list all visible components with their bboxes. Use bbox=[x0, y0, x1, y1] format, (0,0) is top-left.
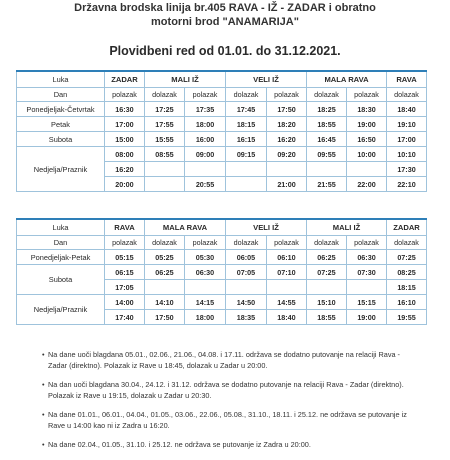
table-cell: 06:30 bbox=[185, 265, 226, 280]
table-cell: 17:55 bbox=[145, 117, 185, 132]
table-cell: 09:55 bbox=[307, 147, 347, 162]
table-cell: dolazak bbox=[226, 236, 267, 250]
table-cell: 16:00 bbox=[185, 132, 226, 147]
table-cell: dolazak bbox=[307, 236, 347, 250]
table-cell: 08:00 bbox=[105, 147, 145, 162]
table-cell: 07:10 bbox=[267, 265, 307, 280]
table-cell bbox=[145, 162, 185, 177]
table-cell: 19:00 bbox=[347, 310, 387, 325]
table-cell bbox=[145, 177, 185, 192]
list-item bbox=[42, 350, 420, 371]
table-header-row bbox=[17, 71, 427, 88]
table-cell: 19:10 bbox=[387, 117, 427, 132]
row-label: Ponedjeljak-Četvrtak bbox=[17, 102, 105, 117]
table-cell: 21:00 bbox=[267, 177, 307, 192]
table-cell: 17:00 bbox=[105, 117, 145, 132]
table-cell: 17:50 bbox=[145, 310, 185, 325]
list-item bbox=[42, 440, 420, 451]
table-cell: 17:05 bbox=[105, 280, 145, 295]
row-label: Dan bbox=[17, 88, 105, 102]
table-cell: 18:20 bbox=[267, 117, 307, 132]
table-cell: 18:15 bbox=[387, 280, 427, 295]
table-cell bbox=[226, 162, 267, 177]
table-cell: dolazak bbox=[387, 236, 427, 250]
row-label: Dan bbox=[17, 236, 105, 250]
column-header: MALA RAVA bbox=[307, 71, 387, 88]
table-cell bbox=[185, 280, 226, 295]
table-cell: 16:50 bbox=[347, 132, 387, 147]
table-cell bbox=[185, 162, 226, 177]
table-cell: 06:15 bbox=[105, 265, 145, 280]
table-cell: 14:55 bbox=[267, 295, 307, 310]
table-cell bbox=[226, 177, 267, 192]
table-cell bbox=[267, 280, 307, 295]
table-cell: polazak bbox=[347, 236, 387, 250]
table-cell: 06:25 bbox=[145, 265, 185, 280]
table-cell: 14:15 bbox=[185, 295, 226, 310]
row-label: Petak bbox=[17, 117, 105, 132]
table-cell: 08:25 bbox=[387, 265, 427, 280]
table-cell: 06:10 bbox=[267, 250, 307, 265]
row-label: Subota bbox=[17, 132, 105, 147]
table-cell: 18:40 bbox=[267, 310, 307, 325]
table-cell: 18:15 bbox=[226, 117, 267, 132]
table-cell: 20:55 bbox=[185, 177, 226, 192]
table-cell bbox=[226, 280, 267, 295]
table-cell: 16:15 bbox=[226, 132, 267, 147]
table-cell: 06:25 bbox=[307, 250, 347, 265]
table-cell: 17:30 bbox=[387, 162, 427, 177]
table-cell: polazak bbox=[185, 88, 226, 102]
table-cell: 16:20 bbox=[267, 132, 307, 147]
table-row bbox=[17, 295, 427, 310]
table-cell: 17:45 bbox=[226, 102, 267, 117]
table-cell bbox=[347, 280, 387, 295]
table-cell: dolazak bbox=[387, 88, 427, 102]
table-cell: 09:20 bbox=[267, 147, 307, 162]
table-cell bbox=[145, 280, 185, 295]
table-cell: 15:15 bbox=[347, 295, 387, 310]
table-cell: 17:25 bbox=[145, 102, 185, 117]
row-label: Subota bbox=[17, 265, 105, 295]
table-cell: dolazak bbox=[307, 88, 347, 102]
table-cell bbox=[307, 280, 347, 295]
timetable-zadar-rava bbox=[16, 70, 427, 192]
table-row bbox=[17, 147, 427, 162]
table-cell: 18:40 bbox=[387, 102, 427, 117]
table-cell: polazak bbox=[347, 88, 387, 102]
row-label: Ponedjeljak-Petak bbox=[17, 250, 105, 265]
table-cell: 18:00 bbox=[185, 310, 226, 325]
column-header: ZADAR bbox=[387, 219, 427, 236]
table-cell: 06:05 bbox=[226, 250, 267, 265]
table-cell: 16:20 bbox=[105, 162, 145, 177]
table-cell: polazak bbox=[105, 236, 145, 250]
table-cell: 17:50 bbox=[267, 102, 307, 117]
column-header: MALA RAVA bbox=[145, 219, 226, 236]
table-cell: 18:55 bbox=[307, 310, 347, 325]
table-row bbox=[17, 132, 427, 147]
timetable-rava-zadar bbox=[16, 218, 427, 325]
table-cell: 08:55 bbox=[145, 147, 185, 162]
table-cell: 05:25 bbox=[145, 250, 185, 265]
column-header: MALI IŽ bbox=[307, 219, 387, 236]
table-cell: 05:30 bbox=[185, 250, 226, 265]
table-cell: 16:45 bbox=[307, 132, 347, 147]
table-cell: 16:10 bbox=[387, 295, 427, 310]
row-label: Nedjelja/Praznik bbox=[17, 295, 105, 325]
table-cell: 17:00 bbox=[387, 132, 427, 147]
table-header-row bbox=[17, 219, 427, 236]
table-cell: 06:30 bbox=[347, 250, 387, 265]
table-cell: 07:30 bbox=[347, 265, 387, 280]
table-cell: 07:05 bbox=[226, 265, 267, 280]
column-header: RAVA bbox=[387, 71, 427, 88]
table-row bbox=[17, 88, 427, 102]
table-cell: polazak bbox=[105, 88, 145, 102]
table-cell: 16:30 bbox=[105, 102, 145, 117]
note-text: Na dan uoči blagdana 30.04., 24.12. i 31.12. održava se dodatno putovanje na relaciji Rava - Zadar (direktno). Polazak iz Rave u 19:15, dolazak u Zadar u 20:30. bbox=[48, 380, 404, 400]
list-item bbox=[42, 380, 420, 401]
table-cell: 15:00 bbox=[105, 132, 145, 147]
column-header: VELI IŽ bbox=[226, 219, 307, 236]
bullet-icon: • bbox=[42, 440, 45, 449]
table-cell: 21:55 bbox=[307, 177, 347, 192]
column-header: RAVA bbox=[105, 219, 145, 236]
table-cell: 20:00 bbox=[105, 177, 145, 192]
table-cell: 15:55 bbox=[145, 132, 185, 147]
table-cell: 22:10 bbox=[387, 177, 427, 192]
table-cell: 14:50 bbox=[226, 295, 267, 310]
column-header: Luka bbox=[17, 219, 105, 236]
bullet-icon: • bbox=[42, 350, 45, 359]
table-cell: 07:25 bbox=[307, 265, 347, 280]
table-cell: 18:25 bbox=[307, 102, 347, 117]
table-cell bbox=[307, 162, 347, 177]
table-cell: 09:00 bbox=[185, 147, 226, 162]
column-header: MALI IŽ bbox=[145, 71, 226, 88]
table-cell: polazak bbox=[185, 236, 226, 250]
table-cell: dolazak bbox=[226, 88, 267, 102]
table-cell: 17:40 bbox=[105, 310, 145, 325]
note-text: Na dane 01.01., 06.01., 04.04., 01.05., 03.06., 22.06., 05.08., 31.10., 18.11. i 25.12. ne održava se putovanje iz Rave u 14:00 kao ni iz Zadra u 16:20. bbox=[48, 410, 407, 430]
table-cell: 18:00 bbox=[185, 117, 226, 132]
table-row bbox=[17, 265, 427, 280]
table-cell: 10:10 bbox=[387, 147, 427, 162]
bullet-icon: • bbox=[42, 410, 45, 419]
table-cell: 15:10 bbox=[307, 295, 347, 310]
note-text: Na dane uoči blagdana 05.01., 02.06., 21.06., 04.08. i 17.11. održava se dodatno putovanje na relaciji Rava - Zadar (direktno). Polazak iz Rave u 18:45, dolazak u Zadar u 20:00. bbox=[48, 350, 400, 370]
row-label: Nedjelja/Praznik bbox=[17, 147, 105, 192]
table-cell: 14:10 bbox=[145, 295, 185, 310]
table-cell bbox=[267, 162, 307, 177]
table-cell: 22:00 bbox=[347, 177, 387, 192]
column-header: Luka bbox=[17, 71, 105, 88]
column-header: ZADAR bbox=[105, 71, 145, 88]
table-cell: 05:15 bbox=[105, 250, 145, 265]
table-row bbox=[17, 250, 427, 265]
table-cell: 19:00 bbox=[347, 117, 387, 132]
table-cell: dolazak bbox=[145, 236, 185, 250]
header-line-2: motorni brod "ANAMARIJA" bbox=[151, 16, 299, 28]
list-item bbox=[42, 410, 420, 431]
table-cell: dolazak bbox=[145, 88, 185, 102]
table-row bbox=[17, 102, 427, 117]
timetable-subtitle: Plovidbeni red od 01.01. do 31.12.2021. bbox=[109, 44, 341, 58]
table-row bbox=[17, 117, 427, 132]
table-cell: 09:15 bbox=[226, 147, 267, 162]
header-line-1: Državna brodska linija br.405 RAVA - IŽ - ZADAR i obratno bbox=[74, 2, 376, 14]
table-row bbox=[17, 236, 427, 250]
bullet-icon: • bbox=[42, 380, 45, 389]
note-text: Na dane 02.04., 01.05., 31.10. i 25.12. ne održava se putovanje iz Zadra u 20:00. bbox=[48, 440, 311, 449]
table-cell: polazak bbox=[267, 236, 307, 250]
table-cell bbox=[347, 162, 387, 177]
table-cell: 17:35 bbox=[185, 102, 226, 117]
notes-list bbox=[42, 350, 420, 460]
table-cell: 10:00 bbox=[347, 147, 387, 162]
column-header: VELI IŽ bbox=[226, 71, 307, 88]
table-cell: polazak bbox=[267, 88, 307, 102]
table-cell: 18:35 bbox=[226, 310, 267, 325]
table-cell: 18:30 bbox=[347, 102, 387, 117]
table-cell: 19:55 bbox=[387, 310, 427, 325]
table-cell: 07:25 bbox=[387, 250, 427, 265]
table-cell: 18:55 bbox=[307, 117, 347, 132]
table-cell: 14:00 bbox=[105, 295, 145, 310]
